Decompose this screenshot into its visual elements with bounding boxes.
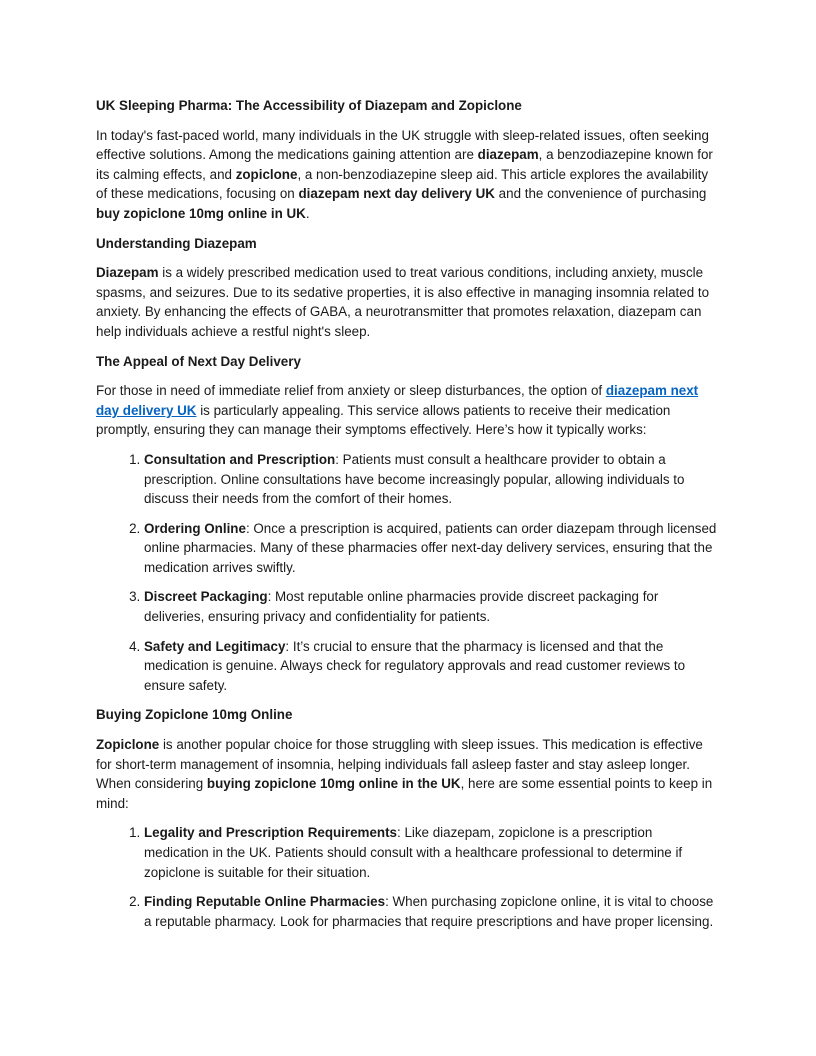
section-heading-delivery: The Appeal of Next Day Delivery	[96, 353, 301, 369]
delivery-steps-list	[96, 450, 720, 696]
list-item: 3. Discreet Packaging: Most reputable online pharmacies provide discreet packaging for deliveries, ensuring privacy and confidentiality for patients.	[144, 587, 720, 626]
diazepam-paragraph: Diazepam is a widely prescribed medication used to treat various conditions, including anxiety, muscle spasms, and seizures. Due to its sedative properties, it is also effective in managing insomnia related to anxiety. By enhancing the effects of GABA, a neurotransmitter that promotes relaxation, diazepam can help individuals achieve a restful night's sleep.	[96, 265, 710, 339]
document-title: UK Sleeping Pharma: The Accessibility of Diazepam and Zopiclone	[96, 98, 522, 113]
delivery-paragraph: For those in need of immediate relief from anxiety or sleep disturbances, the option of diazepam next day delivery UK is particularly appealing. This service allows patients to receive their medication promptly, ensuring they can manage their symptoms effectively. Here’s how it typically works:	[96, 383, 699, 438]
section-heading-zopiclone: Buying Zopiclone 10mg Online	[96, 707, 293, 723]
zopiclone-buy-term: buy zopiclone 10mg online in UK	[96, 205, 306, 221]
diazepam-term: diazepam	[477, 147, 539, 163]
diazepam-delivery-link[interactable]: diazepam next day delivery UK	[96, 383, 699, 418]
intro-paragraph: In today's fast-paced world, many individuals in the UK struggle with sleep-related issues, often seeking effective solutions. Among the medications gaining attention are diazepam, a benzodiazepine known for its calming effects, and zopiclone, a non-benzodiazepine sleep aid. This article explores the availability of these medications, focusing on diazepam next day delivery UK and the convenience of purchasing buy zopiclone 10mg online in UK.	[96, 127, 713, 221]
list-item: 4. Safety and Legitimacy: It’s crucial to ensure that the pharmacy is licensed and that the medication is genuine. Always check for regulatory approvals and read customer reviews to ensure safety.	[144, 637, 720, 696]
zopiclone-term: zopiclone	[235, 166, 298, 182]
zopiclone-points-list	[96, 823, 720, 931]
list-item: 1. Consultation and Prescription: Patients must consult a healthcare provider to obtain a prescription. Online consultations have become increasingly popular, allowing individuals to discuss their needs from the comfort of their homes.	[144, 450, 720, 509]
list-item: 2. Ordering Online: Once a prescription is acquired, patients can order diazepam through licensed online pharmacies. Many of these pharmacies offer next-day delivery services, ensuring that the medication arrives swiftly.	[144, 519, 720, 578]
list-item: 1. Legality and Prescription Requirements: Like diazepam, zopiclone is a prescription medication in the UK. Patients should consult with a healthcare professional to determine if zopiclone is suitable for their situation.	[144, 823, 720, 882]
zopiclone-paragraph: Zopiclone is another popular choice for those struggling with sleep issues. This medication is effective for short-term management of insomnia, helping individuals fall asleep faster and stay asleep longer. When considering buying zopiclone 10mg online in the UK, here are some essential points to keep in mind:	[96, 737, 713, 811]
diazepam-delivery-term: diazepam next day delivery UK	[298, 186, 495, 202]
section-heading-diazepam: Understanding Diazepam	[96, 235, 257, 251]
list-item: 2. Finding Reputable Online Pharmacies: When purchasing zopiclone online, it is vital to choose a reputable pharmacy. Look for pharmacies that require prescriptions and have proper licensing.	[144, 892, 720, 931]
